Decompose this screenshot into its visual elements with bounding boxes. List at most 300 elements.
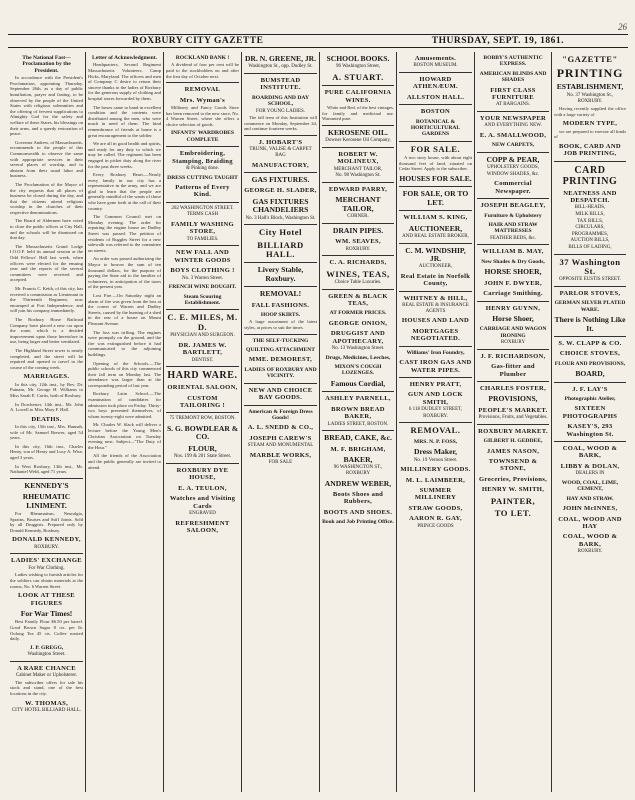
ad-heading: MARBLE WORKS, xyxy=(249,451,312,459)
ad-heading: Livery Stable, Roxbury. xyxy=(257,265,304,283)
ad-heading: HAIR AND STRAW MATTRESSES xyxy=(488,222,538,235)
ad-heading: JOHN F. DWYER, xyxy=(484,279,542,287)
column-rule xyxy=(166,463,239,464)
ad-subline: ENGRAVED xyxy=(189,510,216,516)
ad-heading: ALLSTON HALL. xyxy=(406,93,465,101)
column-rule xyxy=(477,381,549,382)
ad-heading: SCHOOL BOOKS. xyxy=(326,54,390,63)
ad-heading: GAS FIXTURES. xyxy=(251,175,310,184)
ad-heading: Carriage Smithing. xyxy=(483,290,543,298)
column-rule xyxy=(554,286,626,287)
column-rule xyxy=(322,147,394,148)
ad-heading: BREAD, CAKE, &c. xyxy=(324,433,392,443)
ad-heading: For War Times! xyxy=(20,609,73,619)
ad-subline: AUCTIONEER, xyxy=(418,264,453,270)
ad-subline: 6 118 DUDLEY STREET, xyxy=(408,407,463,413)
ad-heading: JOHN McINNES, xyxy=(562,505,618,513)
ad-heading: Real Estate in Norfolk County, xyxy=(400,273,471,288)
ad-heading: PEOPLE'S MARKET. xyxy=(478,406,548,414)
ad-subline: CITY HOTEL BILLIARD HALL. xyxy=(11,708,82,713)
issue-date: THURSDAY, SEPT. 19, 1861. xyxy=(431,36,564,46)
article-paragraph: The fall term of this Institution will commence on Monday, September 2d, and continue fourteen weeks. xyxy=(244,115,317,132)
column-rule xyxy=(322,430,394,431)
column-rule xyxy=(166,412,239,413)
article-paragraph: A dividend of four per cent will be paid to the stockholders on and after the first day of October next. xyxy=(166,62,239,79)
ad-heading: GERMAN SILVER PLATED WARE. xyxy=(554,300,626,313)
column-rule xyxy=(244,224,317,225)
ad-subline: Downer Kerosene Oil Company, xyxy=(325,138,391,144)
ad-heading: NEW FALL AND WINTER GOODS xyxy=(174,249,231,264)
article-paragraph: White and Red, of the best vintages, for family and medicinal use. Warranted pure. xyxy=(322,105,394,122)
column-rule xyxy=(399,141,472,142)
column-rule xyxy=(244,262,317,263)
ad-heading: CHOICE STOVES, xyxy=(559,350,621,358)
ad-heading: AUCTIONEER, xyxy=(408,223,463,233)
ad-heading: Boots Shoes and Rubbers, xyxy=(332,490,384,506)
ad-heading: DONALD KENNEDY, xyxy=(12,536,81,544)
ad-subline: MERCHANT TAILOR, xyxy=(333,166,383,172)
article-paragraph: Every Roxbury Heart.—Nearly every family in our city has a representative in the army, and we are glad to learn that the people are generally mindful of the wants of those who have gone forth at the call of their country. xyxy=(88,172,161,211)
ad-subline: ROXBURY. xyxy=(345,246,371,252)
ad-heading: RHEUMATIC LINIMENT. xyxy=(22,492,71,510)
ad-heading: NEW CARPETS, xyxy=(491,142,535,149)
ad-heading: BOOK, CARD AND JOB PRINTING, xyxy=(559,142,621,158)
ad-subline: & Pinking done. xyxy=(186,166,219,171)
article-paragraph: In accordance with the President's Proclamation, appointing Thursday, September 26th, as a day of public humiliation, prayer and fasting, to be observed by the people of the United States with religious solemnities and the offering of fervent supplications to Almighty God for the safety and welfare of these States, his blessings on their arms, and a speedy restoration of peace. xyxy=(10,75,83,137)
ad-heading: MIXON'S COUGH LOZENGES. xyxy=(334,364,382,377)
masthead xyxy=(8,34,628,48)
ad-subline: MILK BILLS, xyxy=(575,212,605,217)
column-1 xyxy=(8,52,86,792)
ad-subline: ROXBURY. xyxy=(577,99,603,105)
article-paragraph: The Massachusetts Grand Lodge I.O.O.F. held its annual session at the Odd Fellows' Hall last week, when officers were elected for the ensuing year and the reports of the several committees were received and accepted. xyxy=(10,243,83,283)
column-rule xyxy=(10,553,83,554)
column-rule xyxy=(399,377,472,378)
ad-subline: 75 TREMONT ROW, BOSTON. xyxy=(169,416,236,422)
article-paragraph: The Highland Street sewer is nearly completed, and the street will be repaired and opened to travel in the course of the coming week. xyxy=(10,347,83,370)
ad-heading: BUMSTEAD INSTITUTE. xyxy=(260,77,301,92)
ad-heading: J. HOBART'S xyxy=(258,139,303,146)
ad-heading: NEATNESS AND DESPATCH. xyxy=(563,189,617,204)
ad-heading: LADIES' EXCHANGE xyxy=(11,557,82,565)
ad-heading: THE SELF-TUCKING xyxy=(252,337,309,344)
article-paragraph: The Roxbury Horse Railroad Company have placed a new car upon the route, which is a decided improvement upon those heretofore in use, being larger and better ventilated. xyxy=(10,316,83,345)
article-paragraph: Millinery and Fancy Goods Store has been removed to the new store, No. 4 Warren Street, where she offers a choice selection of goods. xyxy=(166,105,239,127)
ad-heading: Watches and Visiting Cards xyxy=(169,495,236,510)
ad-heading: CAST IRON GAS AND WATER PIPES. xyxy=(399,359,472,374)
ad-subline: No. 98 Washington St. xyxy=(335,173,381,179)
column-rule xyxy=(477,111,549,112)
ad-heading: AMERICAN BLINDS AND SHADES xyxy=(479,70,547,84)
ad-heading: COAL, WOOD & BARK, xyxy=(562,445,618,460)
ad-heading: STRAW GOODS, xyxy=(408,504,463,512)
column-rule xyxy=(166,309,239,310)
ad-heading: CUSTOM TAILORING ! xyxy=(179,394,226,410)
ad-subline: Cabinet Maker or Upholsterer. xyxy=(15,673,78,679)
ad-heading: 37 Washington St. xyxy=(559,256,621,276)
article-paragraph: All the friends of the Association and the public generally are invited to attend. xyxy=(88,453,161,470)
ad-subline: Provisions, Fruits, and Vegetables. xyxy=(478,415,548,421)
ad-heading: C. M. WINDSHIP, JR. xyxy=(405,245,466,264)
ad-heading: JOSEPH BEAGLEY, xyxy=(480,202,546,210)
ad-heading: NEW AND CHOICE BAY GOODS. xyxy=(248,386,313,402)
ad-subline: ROXBURY xyxy=(500,340,526,346)
ad-heading: ORIENTAL SALOON, xyxy=(167,384,238,392)
ad-heading: AT FORMER PRICES. xyxy=(329,310,387,317)
ad-subline: FEATHER BEDS, &c. xyxy=(490,235,536,241)
ad-heading: MORTGAGES NEGOTIATED. xyxy=(410,327,461,343)
ad-heading: A RARE CHANCE xyxy=(17,664,76,672)
ad-subline: No. 3 Hall's Block, Washington St. xyxy=(245,215,316,221)
article-paragraph: Opening of the Schools.—The public schools of this city commenced their fall term on Monday last. The attendance was larger than at the corresponding period of last year. xyxy=(88,360,161,388)
ad-heading: HAY AND STRAW. xyxy=(566,495,614,502)
ad-heading: J. F. LAY'S xyxy=(572,385,608,393)
ad-heading: Furniture & Upholstery xyxy=(484,212,542,219)
ad-heading: CARRIAGE AND WAGON IRONING xyxy=(479,326,547,339)
ad-heading: MODERN TYPE, xyxy=(562,120,618,128)
ad-heading: FLOUR, xyxy=(188,443,217,453)
ad-heading: MERCHANT TAILOR, xyxy=(335,195,381,213)
ad-heading: GILBERT H. GEDDEE, xyxy=(483,438,543,445)
column-4 xyxy=(242,52,320,792)
ad-heading: BOOTS AND SHOES. xyxy=(323,508,393,516)
ad-subline: FOR YOUNG LADIES. xyxy=(255,108,306,114)
ad-heading: FRENCH WINE BOUGHT. xyxy=(168,284,237,291)
ad-heading: GREEN & BLACK TEAS, xyxy=(328,292,388,308)
ad-subline: OPPOSITE EUSTIS STREET. xyxy=(559,277,621,283)
ad-heading: CARD PRINTING xyxy=(562,164,618,187)
ad-subline: PROGRAMMES, xyxy=(571,231,609,237)
ad-heading: American & Foreign Dress Goods! xyxy=(248,408,313,421)
column-rule xyxy=(244,286,317,287)
ad-heading: EDWARD PARRY, xyxy=(328,186,388,193)
column-rule xyxy=(399,422,472,423)
ad-heading: REFRESHMENT SALOON, xyxy=(175,519,230,534)
column-rule xyxy=(554,382,626,383)
column-rule xyxy=(477,198,549,199)
ad-subline: CIRCULARS, xyxy=(575,225,605,231)
ad-heading: FOR SALE. xyxy=(410,143,461,154)
article-paragraph: The Common Council met on Monday evening. The order for repairing the engine house on Dudley Street was passed. The petition of residents of Ruggles Street for a new sidewalk was referred to the committee on streets. xyxy=(88,214,161,253)
ad-subline: TAX BILLS, xyxy=(576,218,604,224)
ad-heading: WHITNEY & HILL, xyxy=(403,294,468,302)
column-rule xyxy=(399,104,472,105)
column-rule xyxy=(166,202,239,203)
ad-heading: REMOVAL. xyxy=(410,425,461,436)
ad-subline: BILL-HEADS, xyxy=(574,205,606,211)
ad-heading: BOBBY'S AUTHENTIC EXPRESS. xyxy=(483,55,543,68)
ad-heading: GEORGE H. SLADER, xyxy=(244,187,317,195)
ad-heading: New Shades & Dry Goods, xyxy=(481,258,545,265)
ad-heading: Embroidering, Stamping, Braiding xyxy=(172,150,233,165)
ad-heading: LIBBY & DOLAN, xyxy=(560,462,620,470)
ad-heading: E. A. TEULON, xyxy=(178,484,227,492)
article-paragraph: The Proclamation of the Mayor of the city requests that all places of business be closed during the day, and that the citizens attend religious worship in the churches of their respective denominations. xyxy=(10,181,83,215)
article-paragraph: The loss was trifling. The engines were promptly on the ground, and the fire was extinguished before it had communicated to the adjoining buildings. xyxy=(88,329,161,357)
ad-heading: BOARD, xyxy=(575,369,605,379)
column-rule xyxy=(166,245,239,246)
article-paragraph: Lost Fire.—On Saturday night an alarm of fire was given from the box at the corner of Warren and Dudley Streets, caused by the burning of a shed in the rear of a house on Mount Pleasant Avenue. xyxy=(88,292,161,326)
ad-heading: ESTABLISHMENT, xyxy=(556,82,624,92)
ad-heading: "GAZETTE" xyxy=(562,54,618,64)
column-rule xyxy=(477,301,549,302)
column-rule xyxy=(244,383,317,384)
column-rule xyxy=(244,73,317,74)
ad-heading: TOWNSEND & STONE, xyxy=(488,457,538,473)
ad-heading: FAMILY WASHING STORE, xyxy=(170,221,234,236)
article-paragraph: A large assortment of the latest styles, at prices to suit the times. xyxy=(244,319,317,331)
ad-heading: Letter of Acknowledgment. xyxy=(92,55,157,61)
ad-heading: COAL, WOOD AND HAY xyxy=(558,515,622,530)
column-rule xyxy=(554,254,626,255)
ad-subline: DENTIST. xyxy=(191,357,214,363)
ad-heading: ASHLEY PARNELL, xyxy=(325,395,391,403)
ad-heading: PARLOR STOVES, xyxy=(559,289,621,297)
column-rule xyxy=(399,243,472,244)
ad-heading: ANDREW WEBER, xyxy=(324,478,392,488)
ad-subline: AT BARGAINS. xyxy=(495,102,531,108)
ad-heading: Amusements. xyxy=(414,55,457,62)
ad-heading: FALL FASHIONS. xyxy=(251,301,310,309)
ad-heading: TO LET. xyxy=(494,508,532,518)
column-3 xyxy=(164,52,242,792)
ad-subline: ROXBURY. xyxy=(34,544,59,550)
article-paragraph: Roxbury Latin School.—The examination of candidates for admission took place on Friday. Thirty-two boys presented themselves, of whom twenty-eight were admitted. xyxy=(88,391,161,419)
ad-heading: AARON R. GAY, xyxy=(409,515,462,523)
article-paragraph: Ladies wishing to furnish articles for the soldiers can obtain materials at the rooms, No. 6 Warren Street. xyxy=(10,572,83,589)
ad-heading: KEROSENE OIL. xyxy=(328,128,388,137)
ad-heading: ROCKLAND BANK ! xyxy=(175,55,230,61)
ad-subline: FOR SALE xyxy=(268,460,293,466)
ad-heading: ROXBURY MARKET. xyxy=(478,427,548,435)
ad-heading: DRESS CUTTING TAUGHT xyxy=(167,174,238,181)
article-paragraph: In Dorchester, 14th inst., Mr. John A. Lowell to Miss Mary F. Hall. xyxy=(10,401,83,413)
ad-heading: MANUFACTORY, xyxy=(252,161,309,169)
ad-heading: YOUR NEWSPAPER xyxy=(479,115,547,123)
ad-heading: DR. N. GREENE, JR. xyxy=(244,54,317,63)
ad-subline: No. 13 Washington Street. xyxy=(331,346,385,352)
column-rule xyxy=(244,334,317,335)
column-rule xyxy=(322,85,394,86)
ad-heading: City Hotel xyxy=(259,227,302,238)
ad-subline: UPHOLSTERY GOODS, xyxy=(487,165,539,171)
column-rule xyxy=(322,125,394,126)
article-paragraph: The boxes came to hand in excellent condition and the contents were distributed among the men, who were much in need of them. The kind remembrance of friends at home is a great encouragement to the soldier. xyxy=(88,104,161,138)
ad-subline: No. 3 Warren Street. xyxy=(181,275,224,281)
ad-subline: BOSTON MUSEUM. xyxy=(413,63,458,69)
ad-heading: A. L. SNEDD & CO., xyxy=(247,424,314,432)
ad-heading: M. F. BRIGHAM, xyxy=(330,445,386,453)
ad-subline: TRUNK, VALISE & CARPET BAG xyxy=(249,147,312,158)
ad-heading: Patterns of Every Kind. xyxy=(175,184,230,199)
ad-heading: COPP & PEAR, xyxy=(486,154,540,164)
ad-heading: PROVISIONS, xyxy=(488,394,538,404)
ad-heading: PURE CALIFORNIA WINES. xyxy=(324,89,392,104)
article-paragraph: A two story house, with about eight thousand feet of land, situated on Cedar Street. Apply to the subscriber. xyxy=(399,155,472,172)
ad-heading: S. G. BOWDLEAR & CO. xyxy=(166,424,239,442)
ad-subline: STEAM AND MONUMENTAL xyxy=(247,443,314,449)
column-rule xyxy=(477,152,549,153)
ad-subline: 96 WASHINGTON ST., ROXBURY xyxy=(333,465,383,476)
ad-heading: PRINTING xyxy=(556,66,624,81)
ad-heading: Williams' Iron Foundry, xyxy=(406,349,465,356)
ad-heading: HOUSES AND LAND xyxy=(401,317,470,325)
column-rule xyxy=(244,172,317,173)
ad-heading: Horse Shoer, xyxy=(492,313,534,323)
ad-heading: DRAIN PIPES. xyxy=(332,225,384,235)
column-5 xyxy=(320,52,397,792)
ad-subline: Washington St., opp. Dudley St. xyxy=(248,64,313,70)
article-paragraph: In this city, 12th inst., by Rev. Dr. Putnam, Mr. George H. Williams to Miss Sarah E. Curtis, both of Roxbury. xyxy=(10,381,83,398)
ad-subline: REAL ESTATE & INSURANCE AGENTS xyxy=(402,303,469,314)
ad-heading: LOOK AT THESE FIGURES xyxy=(17,592,76,607)
ad-heading: Dress Maker, xyxy=(413,447,458,457)
paper-title: ROXBURY CITY GAZETTE xyxy=(132,36,264,46)
column-rule xyxy=(477,244,549,245)
ad-heading: BILLIARD HALL. xyxy=(257,239,304,260)
ad-heading: MARRIAGES. xyxy=(23,373,70,381)
column-rule xyxy=(244,135,317,136)
column-rule xyxy=(477,349,549,350)
column-rule xyxy=(166,82,239,83)
column-rule xyxy=(322,223,394,224)
article-paragraph: In West Roxbury, 13th inst., Mr. Nathaniel Weld, aged 71 years. xyxy=(10,463,83,475)
ad-heading: BOTANICAL & HORTICULTURAL GARDENS xyxy=(410,118,461,138)
ad-subline: BILLS OF LADING, xyxy=(568,244,612,250)
ad-heading: HORSE SHOER, xyxy=(484,267,542,277)
column-6 xyxy=(397,52,475,792)
article-paragraph: we are prepared to execute all kinds of xyxy=(554,128,626,140)
ad-subline: WINDOW SHADES, &c. xyxy=(486,171,540,177)
ad-heading: FIRST CLASS FURNITURE xyxy=(490,86,536,102)
ad-heading: Famous Cordial, xyxy=(330,378,386,388)
article-paragraph: In this city, 16th inst., Charles Henry, son of Henry and Lucy A. Wise, aged 3 years. xyxy=(10,443,83,461)
ad-heading: Groceries, Provisions, xyxy=(478,475,548,483)
ad-heading: KASEY'S, 293 Washington St. xyxy=(566,423,614,438)
ad-heading: C. E. MILES, M. D. xyxy=(167,312,238,332)
ad-heading: M. L. LAIMBEER, xyxy=(405,476,466,484)
ad-heading: Mrs. Wyman's xyxy=(180,96,225,104)
article-paragraph: Governor Andrew, of Massachusetts, recommends to the people of this Commonwealth to observe the same with appropriate services in their several places of worship, and to abstain from their usual labor and business. xyxy=(10,139,83,179)
column-rule xyxy=(554,161,626,162)
ad-heading: A. STUART. xyxy=(332,72,384,82)
ad-heading: HOUSES FOR SALE. xyxy=(399,174,472,184)
ad-heading: SIXTEEN PHOTOGRAPHS xyxy=(562,405,618,420)
ad-heading: FOR SALE, OR TO LET. xyxy=(402,189,469,207)
article-paragraph: Headquarters, Second Regiment Massachusetts Volunteers, Camp Hicks, Maryland. The officers and men of Company C desire to return their sincere thanks to the ladies of Roxbury for the generous supply of clothing and hospital stores forwarded by them. xyxy=(88,62,161,101)
ad-heading: Commercial Newspaper. xyxy=(494,180,532,195)
column-rule xyxy=(399,210,472,211)
article-paragraph: Having recently supplied the office with a large variety of xyxy=(554,106,626,117)
ad-heading: GUN AND LOCK SMITH, xyxy=(408,391,463,406)
ad-heading: LADIES OF ROXBURY AND VICINITY. xyxy=(244,366,317,380)
ad-subline: TO FAMILIES. xyxy=(186,236,219,242)
ad-heading: Gas-fitter and Plumber xyxy=(491,363,535,378)
ad-subline: Nos. 199 & 201 State Street. xyxy=(173,454,232,460)
ad-heading: E. A. SMALLWOOD, xyxy=(479,132,547,140)
column-rule xyxy=(10,478,83,479)
column-rule xyxy=(399,346,472,347)
column-rule xyxy=(322,391,394,392)
article-paragraph: The subscriber offers for sale his stock and stand, one of the best locations in the city. xyxy=(10,679,83,696)
ad-heading: KENNEDY'S xyxy=(24,480,69,490)
column-7 xyxy=(475,52,552,792)
ad-subline: AUCTION BILLS, xyxy=(570,238,610,244)
ad-heading: WOOD, COAL, LIME, CEMENT, xyxy=(561,479,619,493)
ad-heading: BOYS CLOTHING ! xyxy=(170,267,235,275)
ad-subline: PRINCE GOODS xyxy=(417,523,454,529)
ad-heading: JOSEPH CAREW'S xyxy=(249,434,312,442)
article-paragraph: The Board of Aldermen have voted to close the public offices at City Hall, and the schools will be dismissed on that day. xyxy=(10,218,83,241)
ad-subline: Washington Street. xyxy=(27,652,66,658)
ad-heading: HENRY GUYNN, xyxy=(485,304,541,312)
ad-subline: AND REAL ESTATE BROKER, xyxy=(402,234,469,240)
ad-heading: SUMMER MILLINERY xyxy=(414,486,457,502)
ad-heading: CHARLES FOSTER, xyxy=(479,384,547,392)
ad-heading: WILLIAM S. KING, xyxy=(403,214,468,222)
column-rule xyxy=(322,289,394,290)
ad-heading: JAMES NASON, xyxy=(486,447,540,455)
ad-heading: QUILTING ATTACHMENT xyxy=(245,347,316,354)
ad-heading: REMOVAL xyxy=(184,86,221,94)
page-number: 26 xyxy=(618,22,627,32)
ad-subline: 96 Washington Street, xyxy=(335,64,381,70)
ad-heading: ROBERT W. MOLINEUX, xyxy=(337,151,379,166)
ad-heading: GEORGE ONION, xyxy=(328,319,388,327)
ad-heading: BROWN BREAD BAKER, xyxy=(331,405,385,421)
ad-subline: CORNER. xyxy=(347,214,369,220)
ad-heading: INFANTS' WARDROBES COMPLETE xyxy=(170,130,235,143)
ad-heading: W. THOMAS, xyxy=(24,699,69,707)
column-rule xyxy=(477,424,549,425)
ad-heading: DR. JAMES W. BARTLETT, xyxy=(178,341,227,357)
ad-heading: WM. SEAVES, xyxy=(335,238,381,246)
ad-heading: PAINTER, xyxy=(490,495,536,506)
ad-heading: Drugs, Medicines, Leeches, xyxy=(325,354,391,361)
column-rule xyxy=(399,186,472,187)
ad-heading: WILLIAM B. MAY, xyxy=(482,248,544,256)
column-2 xyxy=(86,52,164,792)
ad-heading: HENRY PRATT, xyxy=(409,380,462,388)
ad-heading: BAKER, xyxy=(343,454,373,464)
ad-subline: No. 37 Washington St., xyxy=(566,92,614,98)
ad-heading: HENRY W. SMITH, xyxy=(481,486,545,494)
ad-subline: TERMS CASH xyxy=(186,212,219,218)
article-paragraph: In this city, 15th inst., Mrs. Hannah, wife of Mr. Samuel Brewer, aged 54 years. xyxy=(10,424,83,441)
ad-heading: DRUGGIST AND APOTHECARY, xyxy=(330,330,386,345)
ad-heading: There is Nothing Like It. xyxy=(554,315,626,333)
column-rule xyxy=(244,405,317,406)
ad-heading: MME. DEMOREST, xyxy=(248,356,313,364)
ad-subline: ROXBURY. xyxy=(577,549,603,555)
ad-subline: 262 WASHINGTON STREET. xyxy=(171,205,234,211)
ad-subline: No. 19 Vernon Street. xyxy=(413,457,458,463)
article-paragraph: Mr. Charles W. Slack will deliver a lecture before the Young Men's Christian Association on Tuesday evening next. Subject—"The Duty of the Hour." xyxy=(88,422,161,450)
ad-subline: ROXBURY. xyxy=(423,413,448,419)
ad-subline: Choice Table Luxuries. xyxy=(334,280,382,286)
ad-subline: LADIES STREET, BOSTON. xyxy=(327,421,389,427)
ad-heading: J. P. GREGG, xyxy=(29,644,64,651)
ad-subline: PHYSICIAN AND SURGEON. xyxy=(170,333,235,339)
ad-heading: C. A. RICHARDS, xyxy=(329,259,387,267)
ad-heading: HOWARD ATHENÆUM. xyxy=(413,76,458,91)
ad-heading: BOARDING AND DAY SCHOOL, xyxy=(252,94,309,108)
ad-heading: MRS. N. P. FOSS, xyxy=(413,438,458,445)
ad-heading: COAL, WOOD & BARK, xyxy=(562,533,618,548)
article-paragraph: For Rheumatism, Neuralgia, Sprains, Bruises and Stiff Joints. Sold by all Druggists. Prepared only by Donald Kennedy, Roxbury. xyxy=(10,511,83,533)
ad-subline: AND EVERYTHING NEW. xyxy=(484,123,542,129)
column-rule xyxy=(399,72,472,73)
